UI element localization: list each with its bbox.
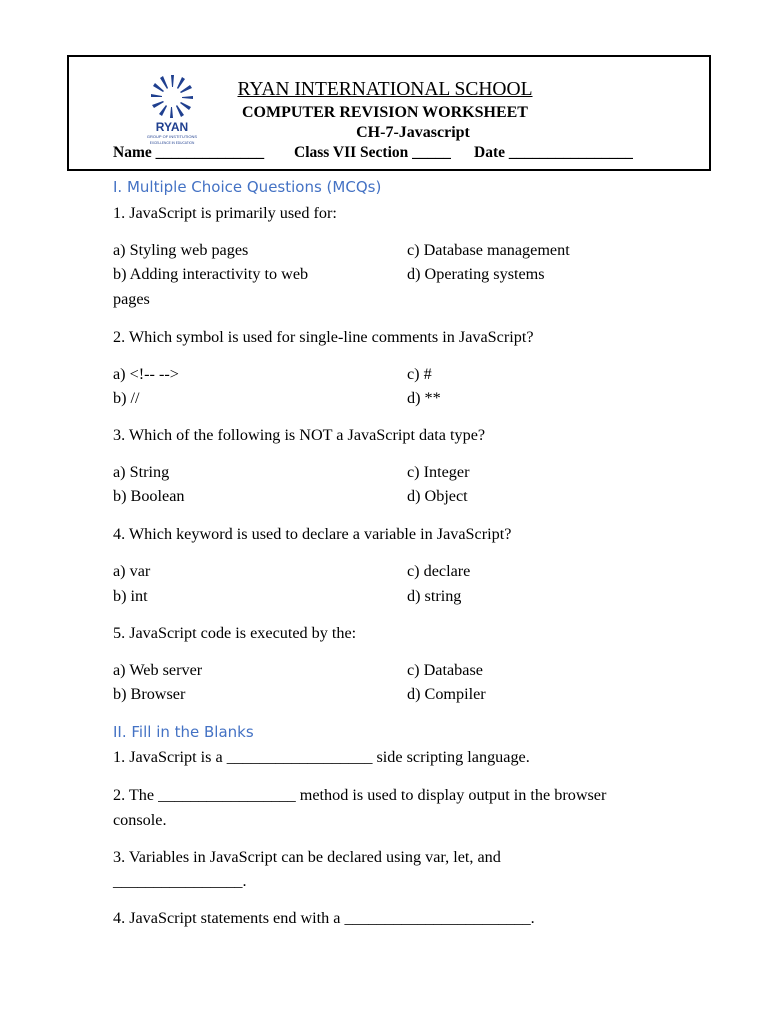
question-1: 1. JavaScript is primarily used for:: [113, 204, 337, 222]
q5-option-d: d) Compiler: [407, 685, 486, 703]
q5-option-c: c) Database: [407, 661, 483, 679]
q1-option-b-cont: pages: [113, 290, 150, 308]
q4-option-c: c) declare: [407, 562, 471, 580]
name-field: Name ______________: [113, 144, 265, 161]
q3-option-c: c) Integer: [407, 463, 470, 481]
q4-option-a: a) var: [113, 562, 151, 580]
question-2: 2. Which symbol is used for single-line comments in JavaScript?: [113, 328, 534, 346]
q2-option-c: c) #: [407, 365, 432, 383]
logo-tagline: EXCELLENCE IN EDUCATION: [149, 141, 195, 145]
q5-option-a: a) Web server: [113, 661, 203, 679]
logo-text: RYAN: [155, 120, 189, 134]
fill-blank-3: 3. Variables in JavaScript can be declared using var, let, and: [113, 848, 501, 866]
logo-subtext: GROUP OF INSTITUTIONS: [146, 134, 198, 139]
q1-option-b: b) Adding interactivity to web: [113, 265, 309, 283]
class-section-field: Class VII Section _____: [294, 144, 451, 161]
q3-option-b: b) Boolean: [113, 487, 185, 505]
worksheet-title: COMPUTER REVISION WORKSHEET: [242, 104, 528, 121]
fill-heading: II. Fill in the Blanks: [113, 723, 254, 741]
q4-option-b: b) int: [113, 587, 148, 605]
fill-blank-2: 2. The _________________ method is used to display output in the browser: [113, 786, 607, 804]
q5-option-b: b) Browser: [113, 685, 186, 703]
question-5: 5. JavaScript code is executed by the:: [113, 624, 357, 642]
q2-option-a: a) <!-- -->: [113, 365, 179, 383]
chapter-title: CH-7-Javascript: [356, 124, 470, 141]
q2-option-b: b) //: [113, 389, 140, 407]
q4-option-d: d) string: [407, 587, 462, 605]
fill-blank-4: 4. JavaScript statements end with a _______________________.: [113, 909, 535, 927]
q1-option-a: a) Styling web pages: [113, 241, 249, 259]
school-logo: [141, 73, 203, 145]
q2-option-d: d) **: [407, 389, 441, 407]
q3-option-a: a) String: [113, 463, 170, 481]
logo-burst-icon: [151, 75, 193, 118]
fill-blank-1: 1. JavaScript is a __________________ side scripting language.: [113, 748, 530, 766]
question-3: 3. Which of the following is NOT a JavaScript data type?: [113, 426, 486, 444]
fill-blank-3-cont: ________________.: [113, 872, 247, 890]
mcq-heading: I. Multiple Choice Questions (MCQs): [113, 178, 382, 196]
question-4: 4. Which keyword is used to declare a variable in JavaScript?: [113, 525, 512, 543]
q1-option-d: d) Operating systems: [407, 265, 545, 283]
q1-option-c: c) Database management: [407, 241, 570, 259]
school-name: RYAN INTERNATIONAL SCHOOL: [237, 79, 533, 100]
q3-option-d: d) Object: [407, 487, 468, 505]
fill-blank-2-cont: console.: [113, 811, 167, 829]
date-field: Date ________________: [474, 144, 633, 161]
